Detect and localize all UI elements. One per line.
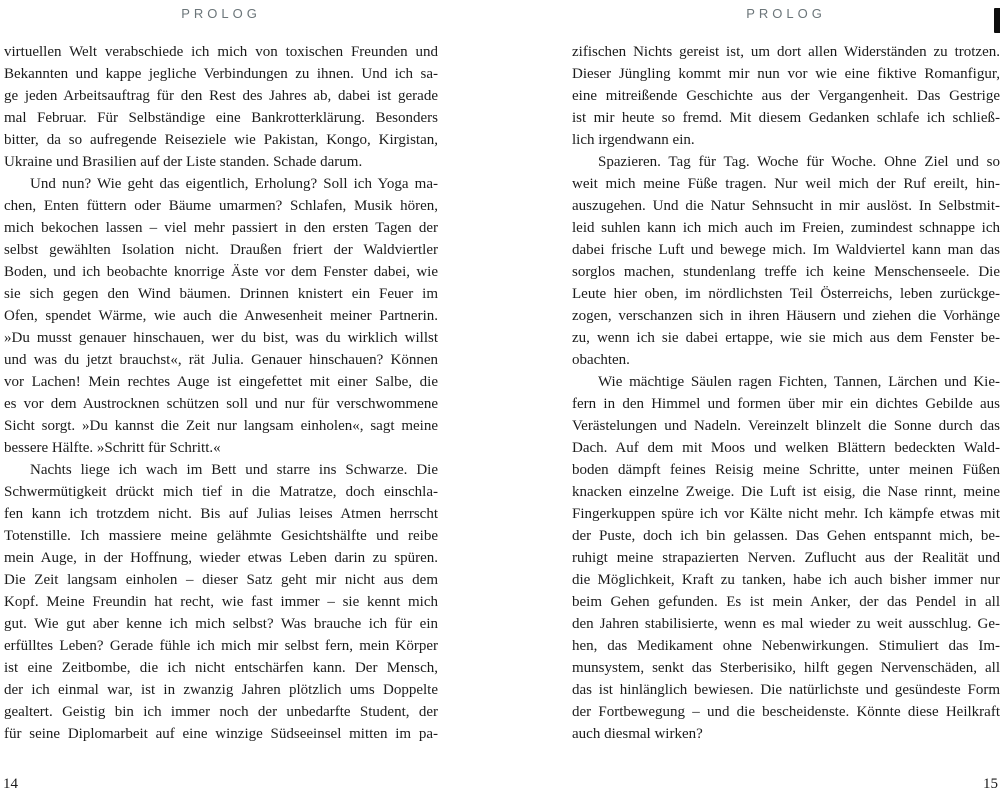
text-line: der ich einmal war, ist in zwanzig Jahren plötzlich ums Doppelte: [4, 682, 438, 698]
text-line: bitter, da so aufregende Reiseziele wie Pakistan, Kongo, Kirgistan,: [4, 132, 438, 148]
text-line: Nachts liege ich wach im Bett und starre ins Schwarze. Die: [30, 462, 438, 478]
text-line: bessere Hälfte. »Schritt für Schritt.«: [4, 440, 221, 456]
text-line: Ukraine und Brasilien auf der Liste standen. Schade darum.: [4, 154, 363, 170]
text-line: Boden, und ich beobachte knorrige Äste vor dem Fenster dabei, wie: [4, 264, 438, 280]
text-line: hen, das Medikament ohne Nebenwirkungen. Stimuliert das Im-: [572, 638, 1000, 654]
text-line: Leute hier oben, im nördlichsten Teil Österreichs, leben zurückge-: [572, 286, 1000, 302]
page-body-left: [4, 41, 438, 745]
text-line: die Möglichkeit, Kraft zu tanken, habe ich auch bisher immer nur: [572, 572, 1000, 588]
text-line: fern in den Himmel und formen über mir ein dichtes Gebilde aus: [572, 396, 1000, 412]
text-line: Wie mächtige Säulen ragen Fichten, Tannen, Lärchen und Kie-: [598, 374, 1000, 390]
page-number-left: 14: [3, 776, 18, 792]
text-line: munsystem, senkt das Sterberisiko, hilft gegen Nervenschäden, all: [572, 660, 1000, 676]
text-line: fen kann ich trotzdem nicht. Bis auf Julias leises Atmen herrscht: [4, 506, 438, 522]
text-line: auszugehen. Und die Natur Sehnsucht in mir auslöst. In Selbstmit-: [572, 198, 1000, 214]
text-line: zu, wenn ich sie dabei ertappe, wie sie mich aus dem Fenster be-: [572, 330, 1000, 346]
text-line: weit mich meine Füße tragen. Nur weil mich der Ruf ereilt, hin-: [572, 176, 1000, 192]
text-line: es vor dem Austrocknen schützen soll und nur für verschwommene: [4, 396, 438, 412]
text-line: ist eine Zeitbombe, die ich nicht entschärfen kann. Der Mensch,: [4, 660, 438, 676]
running-head-right: PROLOG: [746, 6, 826, 21]
text-line: Ofen, spendet Wärme, wie auch die Anwesenheit meiner Partnerin.: [4, 308, 438, 324]
text-line: Sicht sorgt. »Du kannst die Zeit nur langsam einholen«, sagt meine: [4, 418, 438, 434]
text-line: sie sich gegen den Wind bäumen. Drinnen knistert ein Feuer im: [4, 286, 438, 302]
text-line: gealtert. Geistig bin ich immer noch der unbedarfte Student, der: [4, 704, 438, 720]
text-line: Dach. Auf dem mit Moos und welken Blättern bedeckten Wald-: [572, 440, 1000, 456]
text-line: erfülltes Leben? Gerade fühle ich mich mir selbst fern, mein Körper: [4, 638, 438, 654]
text-line: gut. Wie gut aber kenne ich mich selbst? Was brauche ich für ein: [4, 616, 438, 632]
text-line: der Fortbewegung – und die bescheidenste. Könnte diese Heilkraft: [572, 704, 1000, 720]
text-line: sorglos machen, stundenlang treffe ich keine Menschenseele. Die: [572, 264, 1000, 280]
text-line: auch diesmal wirken?: [572, 726, 703, 742]
text-line: lich irgendwann ein.: [572, 132, 695, 148]
text-line: Dieser Jüngling kommt mir nun vor wie eine fiktive Romanfigur,: [572, 66, 1000, 82]
text-line: Die Zeit langsam einholen – dieser Satz geht mir nicht aus dem: [4, 572, 438, 588]
text-line: zogen, verschanzen sich in ihren Häusern und ziehen die Vorhänge: [572, 308, 1000, 324]
page-number-right: 15: [983, 776, 998, 792]
text-line: Verästelungen und Nadeln. Vereinzelt blinzelt die Sonne durch das: [572, 418, 1000, 434]
text-line: mich bekochen lassen – viel mehr passiert in den ersten Tagen der: [4, 220, 438, 236]
text-line: knacken einzelne Zweige. Die Luft ist eisig, die Nase rinnt, meine: [572, 484, 1000, 500]
scan-edge-artifact: [994, 8, 1000, 33]
text-line: Schwermütigkeit drückt mich tief in die Matratze, doch einschla-: [4, 484, 438, 500]
text-line: Kopf. Meine Freundin hat recht, wie fast immer – sie kennt mich: [4, 594, 438, 610]
text-line: »Du musst genauer hinschauen, wer du bist, was du wirklich willst: [4, 330, 438, 346]
text-line: eine mitreißende Geschichte aus der Vergangenheit. Das Gestrige: [572, 88, 1000, 104]
text-line: für seine Diplomarbeit auf eine winzige Südseeinsel mitten im pa-: [4, 726, 438, 742]
text-line: mein Auge, in der Hoffnung, wieder etwas Leben darin zu spüren.: [4, 550, 438, 566]
text-line: den Jahren stabilisierte, wenn es mal wieder zu weit ausschlug. Ge-: [572, 616, 1000, 632]
text-line: leid suhlen kann ich mich auch im Freien, zumindest schnappe ich: [572, 220, 1000, 236]
text-line: das ist hinlänglich bewiesen. Die natürlichste und gesündeste Form: [572, 682, 1000, 698]
text-line: der Puste, doch ich bin gelassen. Das Gehen entspannt mich, be-: [572, 528, 1000, 544]
running-head-left: PROLOG: [181, 6, 261, 21]
text-line: Fingerkuppen spüre ich vor Kälte nicht mehr. Ich kämpfe etwas mit: [572, 506, 1000, 522]
text-line: beim Gehen gefunden. Es ist mein Anker, der das Pendel in all: [572, 594, 1000, 610]
text-line: boden dämpft feines Reisig meine Schritte, unter meinen Füßen: [572, 462, 1000, 478]
text-line: Spazieren. Tag für Tag. Woche für Woche. Ohne Ziel und so: [598, 154, 1000, 170]
text-line: Und nun? Wie geht das eigentlich, Erholung? Soll ich Yoga ma-: [30, 176, 438, 192]
text-line: selbst gewählten Isolation nicht. Draußen friert der Waldviertler: [4, 242, 438, 258]
text-line: ge jeden Arbeitsauftrag für den Rest des Jahres ab, dabei ist gerade: [4, 88, 438, 104]
page-body-right: [572, 41, 1000, 745]
text-line: zifischen Nichts gereist ist, um dort allen Widerständen zu trotzen.: [572, 44, 1000, 60]
text-line: dabei frische Luft und bewege mich. Im Waldviertel kann man das: [572, 242, 1000, 258]
text-line: und was du jetzt brauchst«, rät Julia. Genauer hinschauen? Können: [4, 352, 438, 368]
text-line: obachten.: [572, 352, 630, 368]
text-line: ruhigt meine strapazierten Nerven. Zuflucht aus der Realität und: [572, 550, 1000, 566]
text-line: Bekannten und kappe jegliche Verbindungen zu ihnen. Und ich sa-: [4, 66, 438, 82]
text-line: virtuellen Welt verabschiede ich mich von toxischen Freunden und: [4, 44, 438, 60]
text-line: Totenstille. Ich massiere meine gelähmte Gesichtshälfte und reibe: [4, 528, 438, 544]
text-line: ist mir heute so fremd. Mit diesem Gedanken schlafe ich schließ-: [572, 110, 1000, 126]
text-line: vor Lachen! Mein rechtes Auge ist eingefettet mit einer Salbe, die: [4, 374, 438, 390]
text-line: mal Februar. Für Selbständige eine Bankrotterklärung. Besonders: [4, 110, 438, 126]
text-line: chen, Enten füttern oder Bäume umarmen? Schlafen, Musik hören,: [4, 198, 438, 214]
